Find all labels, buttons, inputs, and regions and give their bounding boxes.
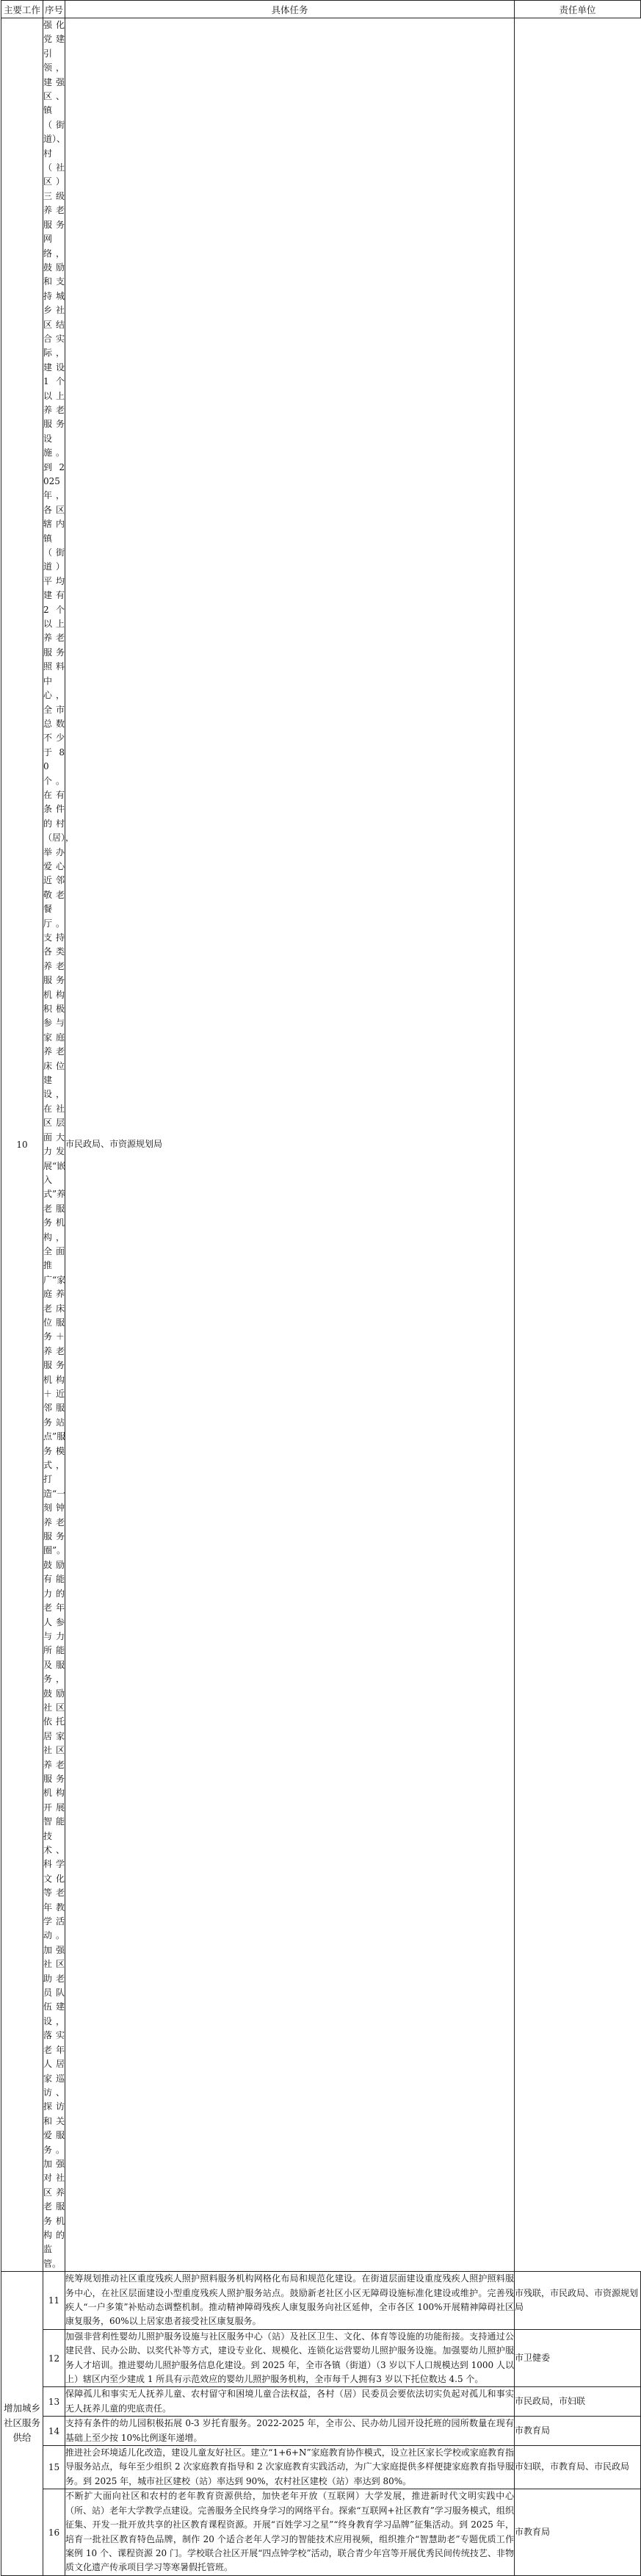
row-task: 保障孤儿和事实无人抚养儿童、农村留守和困境儿童合法权益，各村（居）民委员会要依法切实负起对孤儿和事实无人抚养儿童的兜底责任。 [65,2387,515,2417]
table-row [1,2446,641,2489]
row-task: 推进社会环境适儿化改造，建设儿童友好社区。建立“1+6+N”家庭教育协作模式，设立社区家长学校或家庭教育指导服务站点，每年至少组织 2 次家庭教育指导和 2 次家庭教育实践活动，为广大家庭提供多样便捷家庭教育指导服务。到 2025 年，城市社区建校（站）率达到 90%，农村社区建校（站）率达到 80%。 [65,2446,515,2489]
header-number: 序号 [43,1,65,18]
row-task: 不断扩大面向社区和农村的老年教育资源供给，加快老年开放（互联网）大学发展，推进新时代文明实践中心（所、站）老年大学教学点建设。完善服务全民终身学习的网络平台。探索“互联网+社区教育”学习服务模式，组织征集、开发一批开放共享的社区教育课程资源。开展“百姓学习之星”“终身教育学习品牌”征集活动。到 2025 年，培育一批社区教育特色品牌，制作 20 个适合老年人学习的智能技术应用视频，组织推介“智慧助老”专题优质工作案例 10 个、课程资源 20 门。学校联合社区开展“四点钟学校”活动，联合青少年宫等开展优秀民间传统技艺、非物质文化遗产传承项目学习等寒暑假托管班。 [65,2489,515,2575]
table-row [1,2387,641,2417]
row-task: 统筹规划推动社区重度残疾人照护照料服务机构网格化布局和规范化建设。在街道层面建设重度残疾人照护照料服务中心，在社区层面建设小型重度残疾人照护服务站点。鼓励新老社区小区无障碍设施标准化建设或维护。完善残疾人“一户多策”补贴动态调整机制。推动精神障碍残疾人康复服务向社区延伸，全市各区 100%开展精神障碍社区康复服务，60%以上居家患者接受社区康复服务。 [65,2272,515,2330]
row-unit: 市民政局，市妇联 [515,2387,641,2417]
row-unit: 市民政局、市资源规划局 [65,18,515,2272]
task-table [1,0,641,2576]
row-number: 10 [1,18,43,2272]
row-number: 16 [43,2489,65,2575]
row-number: 15 [43,2446,65,2489]
row-unit: 市妇联，市教育局、市民政局 [515,2446,641,2489]
row-task: 加强非营利性婴幼儿照护服务设施与社区服务中心（站）及社区卫生、文化、体育等设施的功能衔接。支持通过公建民营、民办公助、以奖代补等方式，建设专业化、规模化、连锁化运营婴幼儿照护服务设施。加强婴幼儿照护服务人才培训。推进婴幼儿照护服务信息化建设。到 2025 年，全市各镇（街道）（3 岁以下人口规模达到 1000 人以上）辖区内至少建成 1 所具有示范效应的婴幼儿照护服务机构，全市每千人拥有3 岁以下托位数达 4.5 个。 [65,2329,515,2387]
row-unit: 市卫健委 [515,2329,641,2387]
row-unit: 市教育局 [515,2417,641,2446]
header-row [1,1,641,18]
row-task: 支持有条件的幼儿园积极拓展 0-3 岁托育服务。2022-2025 年，全市公、民办幼儿园开设托班的园所数量在现有基础上至少按 10%比例逐年递增。 [65,2417,515,2446]
row-number: 13 [43,2387,65,2417]
table-row [1,18,641,2272]
header-task: 具体任务 [65,1,515,18]
table-row [1,2489,641,2575]
header-unit: 责任单位 [515,1,641,18]
table-row [1,2417,641,2446]
category-cell: 增加城乡社区服务供给 [1,2272,43,2576]
header-category: 主要工作 [1,1,43,18]
row-unit: 市残联，市民政局、市资源规划局 [515,2272,641,2330]
table-row [1,2272,641,2330]
row-number: 14 [43,2417,65,2446]
row-number: 11 [43,2272,65,2330]
table-row [1,2329,641,2387]
row-number: 12 [43,2329,65,2387]
row-unit: 市教育局 [515,2489,641,2575]
row-task: 强化党建引领，建强区、镇（街道）、村（社区）三级养老服务网络，鼓励和支持城乡社区结合实际，建设1个以上养老服务设施。到 2025 年，各区辖内镇（街道）平均建有 2 个以上养老服务照料中心，全市总数不少于 80 个。在有条件的村（居），举办爱心近邻敬老餐厅。支持各类养老服务机构积极参与家庭养老床位建设，在社区层面大力发展“嵌入式”养老服务机构，全面推广“家庭养老床位服务＋养老服务机构＋近邻服务站点”服务模式，打造“一刻钟养老服务圈”。鼓励有能力的老年人参与力所能及服务，鼓励社区依托居家社区养老服务机构开展智能技术、科学文化等老年教学活动。加强社区助老员队伍建设，落实老年人居家巡访、探访和关爱服务。加强对社区养老服务机构的监管。 [43,18,65,2272]
